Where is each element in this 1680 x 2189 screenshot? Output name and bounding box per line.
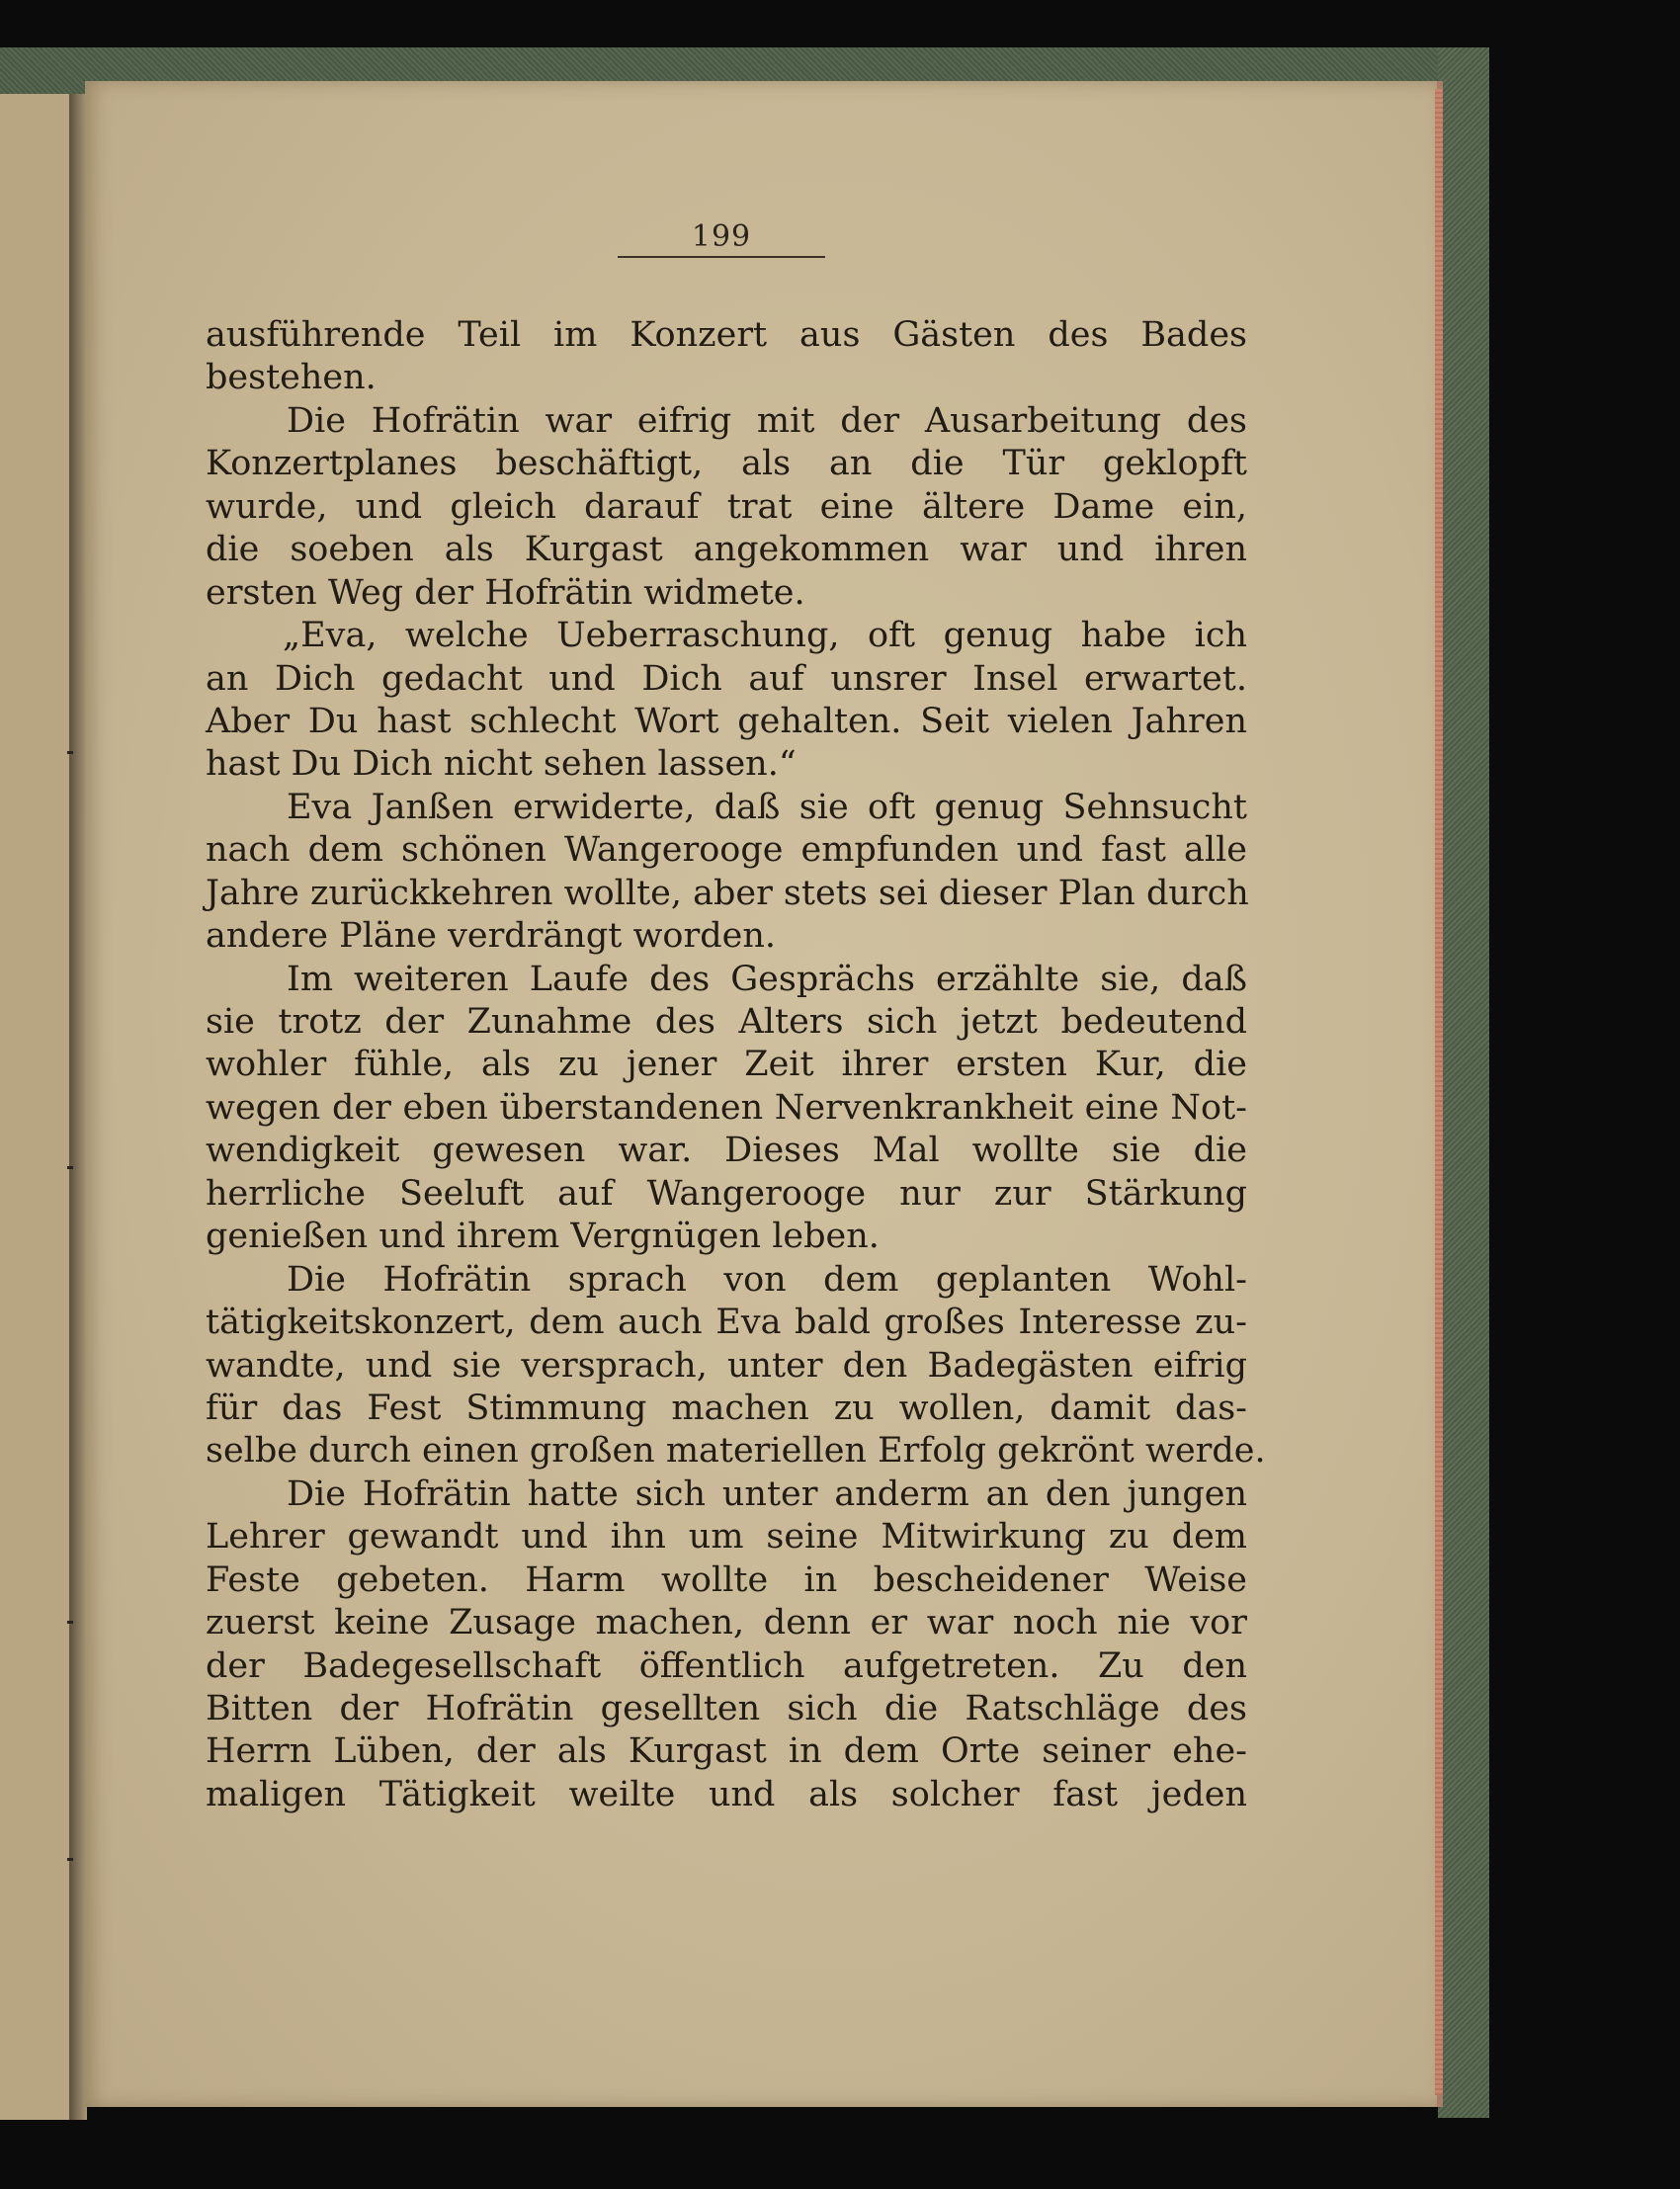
text-line: Eva Janßen erwiderte, daß sie oft genug Sehnsucht — [287, 787, 1247, 827]
book-cover-right — [1438, 47, 1489, 2118]
text-line: wohler fühle, als zu jener Zeit ihrer ersten Kur, die — [206, 1045, 1247, 1085]
text-line: Herrn Lüben, der als Kurgast in dem Orte seiner ehe- — [206, 1731, 1247, 1772]
text-line: wendigkeit gewesen war. Dieses Mal wollte sie die — [206, 1131, 1247, 1171]
text-line: Lehrer gewandt und ihn um seine Mitwirkung zu dem — [206, 1517, 1247, 1558]
text-line: herrliche Seeluft auf Wangerooge nur zur Stärkung — [206, 1173, 1247, 1214]
text-line: bestehen. — [206, 358, 377, 398]
text-line: wurde, und gleich darauf trat eine ältere Dame ein, — [206, 486, 1247, 527]
text-line: nach dem schönen Wangerooge empfunden und fast alle — [206, 830, 1247, 871]
text-line: ersten Weg der Hofrätin widmete. — [206, 572, 805, 613]
text-line: genießen und ihrem Vergnügen leben. — [206, 1217, 880, 1257]
binding-mark — [67, 751, 73, 754]
text-line: wandte, und sie versprach, unter den Badegästen eifrig — [206, 1345, 1247, 1386]
page-header — [618, 219, 825, 258]
text-line: Die Hofrätin hatte sich unter anderm an den jungen — [287, 1473, 1247, 1514]
text-line: für das Fest Stimmung machen zu wollen, damit das- — [206, 1388, 1247, 1428]
text-line: an Dich gedacht und Dich auf unsrer Insel erwartet. — [206, 658, 1247, 699]
text-line: die soeben als Kurgast angekommen war und ihren — [206, 530, 1247, 570]
text-line: Feste gebeten. Harm wollte in bescheidener Weise — [206, 1559, 1247, 1600]
text-line: Konzertplanes beschäftigt, als an die Tür geklopft — [206, 444, 1247, 484]
text-line: ausführende Teil im Konzert aus Gästen des Bades — [206, 315, 1247, 355]
text-line: der Badegesellschaft öffentlich aufgetreten. Zu den — [206, 1645, 1247, 1686]
text-line: hast Du Dich nicht sehen lassen.“ — [206, 744, 797, 785]
page-number: 199 — [691, 219, 752, 254]
text-line: zuerst keine Zusage machen, denn er war noch nie vor — [206, 1603, 1247, 1643]
text-line: Jahre zurückkehren wollte, aber stets sei dieser Plan durch — [206, 873, 1249, 913]
text-line: wegen der eben überstandenen Nervenkrankheit eine Not- — [206, 1087, 1247, 1128]
text-line: Die Hofrätin sprach von dem geplanten Wohl- — [287, 1259, 1247, 1300]
text-line: Bitten der Hofrätin gesellten sich die Ratschläge des — [206, 1689, 1247, 1728]
facing-page — [0, 94, 72, 2120]
text-line: „Eva, welche Ueberraschung, oft genug habe ich — [283, 616, 1247, 656]
text-line: Im weiteren Laufe des Gesprächs erzählte sie, daß — [287, 959, 1247, 999]
binding-mark — [67, 1858, 73, 1861]
text-line: selbe durch einen großen materiellen Erfolg gekrönt werde. — [206, 1431, 1266, 1472]
text-line: andere Pläne verdrängt worden. — [206, 916, 776, 957]
text-line: tätigkeitskonzert, dem auch Eva bald großes Interesse zu- — [206, 1303, 1247, 1343]
page-edges — [1435, 89, 1443, 2095]
binding-mark — [67, 1166, 73, 1169]
text-line: maligen Tätigkeit weilte und als solcher fast jeden — [206, 1774, 1247, 1814]
text-line: Die Hofrätin war eifrig mit der Ausarbeitung des — [287, 400, 1247, 441]
text-line: sie trotz der Zunahme des Alters sich jetzt bedeutend — [206, 1002, 1247, 1042]
page-text — [206, 314, 1266, 1816]
binding-mark — [67, 1621, 73, 1624]
text-line: Aber Du hast schlecht Wort gehalten. Seit vielen Jahren — [206, 701, 1247, 741]
